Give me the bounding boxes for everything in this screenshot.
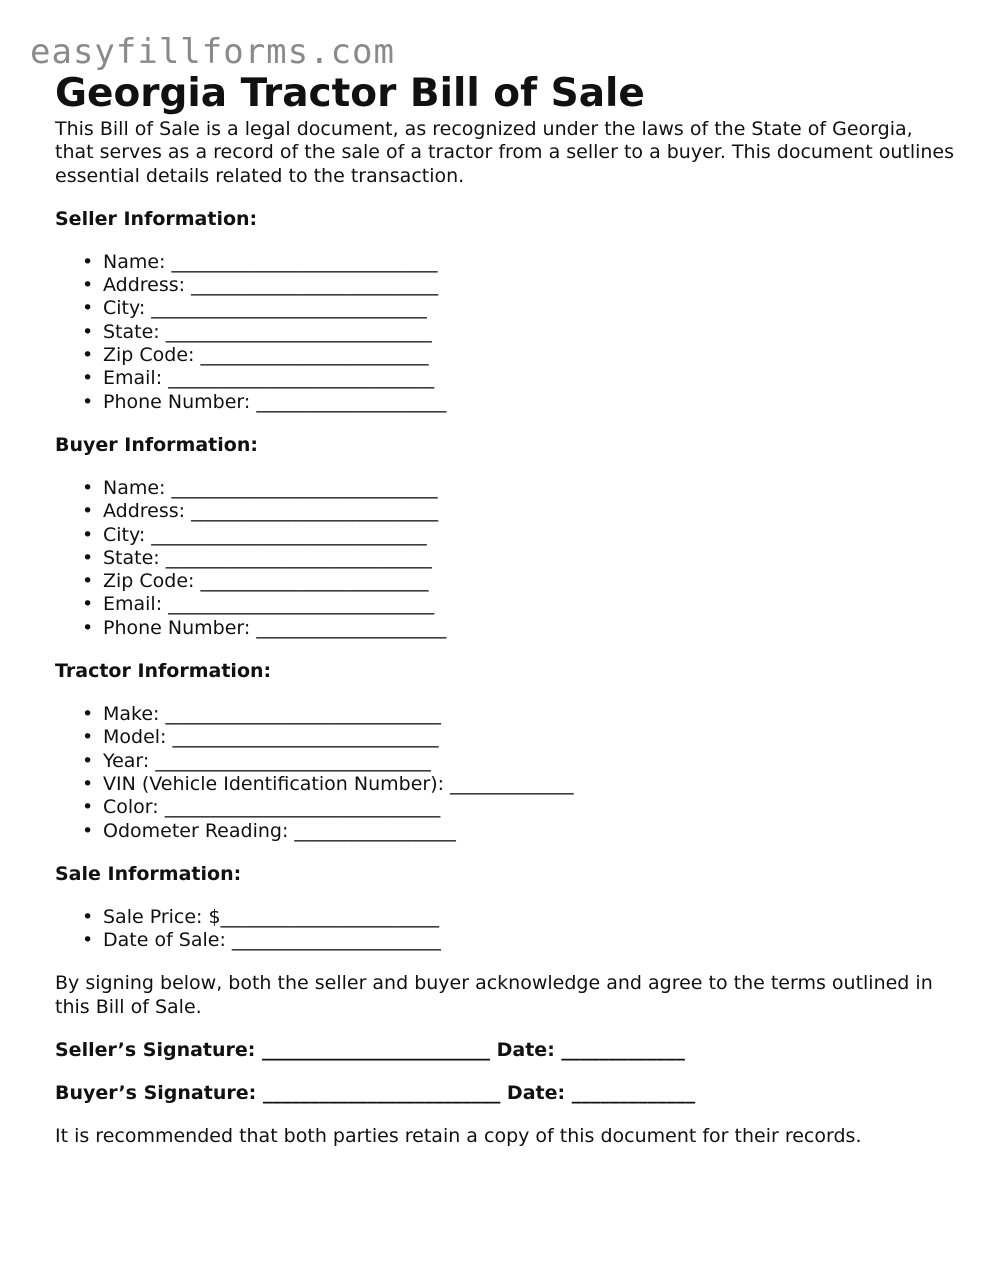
tractor-field-list: [55, 703, 955, 843]
buyer-section-heading: Buyer Information:: [55, 433, 258, 456]
seller-phone-field[interactable]: • Phone Number: ____________________: [55, 391, 955, 414]
seller-zip-field[interactable]: • Zip Code: ________________________: [55, 344, 955, 367]
sale-price-field[interactable]: • Sale Price: $_______________________: [55, 906, 955, 929]
tractor-make-field[interactable]: • Make: _____________________________: [55, 703, 955, 726]
tractor-year-field[interactable]: • Year: _____________________________: [55, 750, 955, 773]
acknowledgement-paragraph: By signing below, both the seller and buyer acknowledge and agree to the terms outlined in this Bill of Sale.: [55, 972, 933, 1018]
document-page: [55, 70, 955, 1148]
seller-state-field[interactable]: • State: ____________________________: [55, 321, 955, 344]
buyer-city-field[interactable]: • City: _____________________________: [55, 524, 955, 547]
sale-field-list: [55, 906, 955, 953]
sale-date-field[interactable]: • Date of Sale: ______________________: [55, 929, 955, 952]
buyer-address-field[interactable]: • Address: __________________________: [55, 500, 955, 523]
tractor-vin-field[interactable]: • VIN (Vehicle Identification Number): _____________: [55, 773, 955, 796]
buyer-phone-field[interactable]: • Phone Number: ____________________: [55, 617, 955, 640]
tractor-odometer-field[interactable]: • Odometer Reading: _________________: [55, 820, 955, 843]
seller-city-field[interactable]: • City: _____________________________: [55, 297, 955, 320]
seller-name-field[interactable]: • Name: ____________________________: [55, 251, 955, 274]
buyer-state-field[interactable]: • State: ____________________________: [55, 547, 955, 570]
seller-email-field[interactable]: • Email: ____________________________: [55, 367, 955, 390]
closing-note: It is recommended that both parties retain a copy of this document for their records.: [55, 1125, 862, 1148]
seller-field-list: [55, 251, 955, 414]
buyer-signature-line[interactable]: Buyer’s Signature: _________________________ Date: _____________: [55, 1082, 696, 1105]
tractor-model-field[interactable]: • Model: ____________________________: [55, 726, 955, 749]
tractor-section-heading: Tractor Information:: [55, 660, 272, 683]
tractor-color-field[interactable]: • Color: _____________________________: [55, 796, 955, 819]
seller-address-field[interactable]: • Address: __________________________: [55, 274, 955, 297]
seller-section-heading: Seller Information:: [55, 207, 258, 230]
buyer-zip-field[interactable]: • Zip Code: ________________________: [55, 570, 955, 593]
document-title: Georgia Tractor Bill of Sale: [55, 71, 645, 116]
buyer-name-field[interactable]: • Name: ____________________________: [55, 477, 955, 500]
intro-paragraph: This Bill of Sale is a legal document, as recognized under the laws of the State of Georgia, that serves as a record of the sale of a tractor from a seller to a buyer. This document outlines essential details related to the transaction.: [55, 118, 955, 187]
sale-section-heading: Sale Information:: [55, 862, 242, 885]
watermark-logo: easyfillforms.com: [30, 32, 395, 72]
buyer-field-list: [55, 477, 955, 640]
seller-signature-line[interactable]: Seller’s Signature: ________________________ Date: _____________: [55, 1039, 685, 1062]
buyer-email-field[interactable]: • Email: ____________________________: [55, 593, 955, 616]
